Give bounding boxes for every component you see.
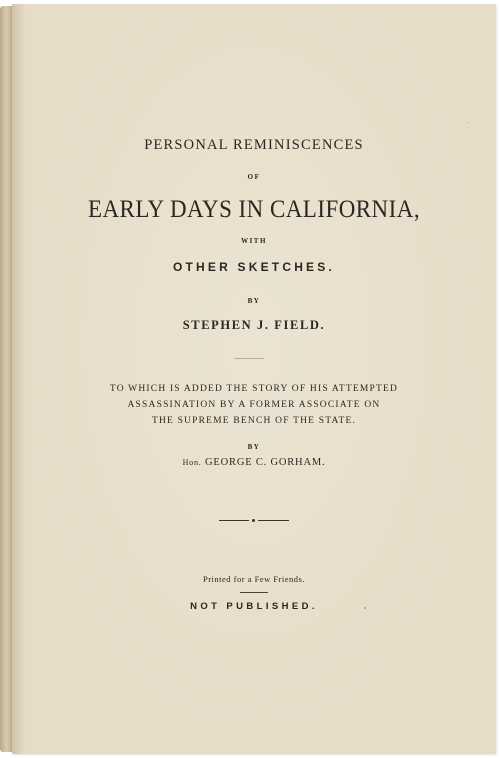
secondary-author xyxy=(12,457,496,468)
ornament-right-bar xyxy=(258,520,289,521)
added-story-line-2: ASSASSINATION BY A FORMER ASSOCIATE ON xyxy=(127,400,381,410)
subtitle: OTHER SKETCHES. xyxy=(172,260,335,274)
added-story-line-3: THE SUPREME BENCH OF THE STATE. xyxy=(151,416,357,426)
added-story-line-1: TO WHICH IS ADDED THE STORY OF HIS ATTEMPTED xyxy=(109,384,399,394)
divider-rule xyxy=(234,358,264,359)
not-published-note: NOT PUBLISHED. xyxy=(190,601,318,612)
author-name: STEPHEN J. FIELD. xyxy=(182,318,326,332)
title-word-with: WITH xyxy=(241,237,267,245)
small-rule xyxy=(240,592,268,593)
ornamental-rule xyxy=(219,517,289,525)
paper-speck xyxy=(364,607,366,609)
ornament-dot xyxy=(252,519,255,522)
honorific-prefix: Hon. xyxy=(182,458,202,467)
title-word-of: OF xyxy=(247,173,261,181)
paper-speck xyxy=(467,122,468,123)
ornament-left-bar xyxy=(219,520,249,521)
title-line-personal-reminiscences: PERSONAL REMINISCENCES xyxy=(144,137,364,153)
secondary-author-name: GEORGE C. GORHAM. xyxy=(205,457,326,468)
by-label-2: BY xyxy=(247,443,261,451)
by-label-1: BY xyxy=(247,297,261,305)
main-title: EARLY DAYS IN CALIFORNIA, xyxy=(87,196,421,223)
printed-note: Printed for a Few Friends. xyxy=(202,574,305,584)
title-page xyxy=(12,4,496,754)
